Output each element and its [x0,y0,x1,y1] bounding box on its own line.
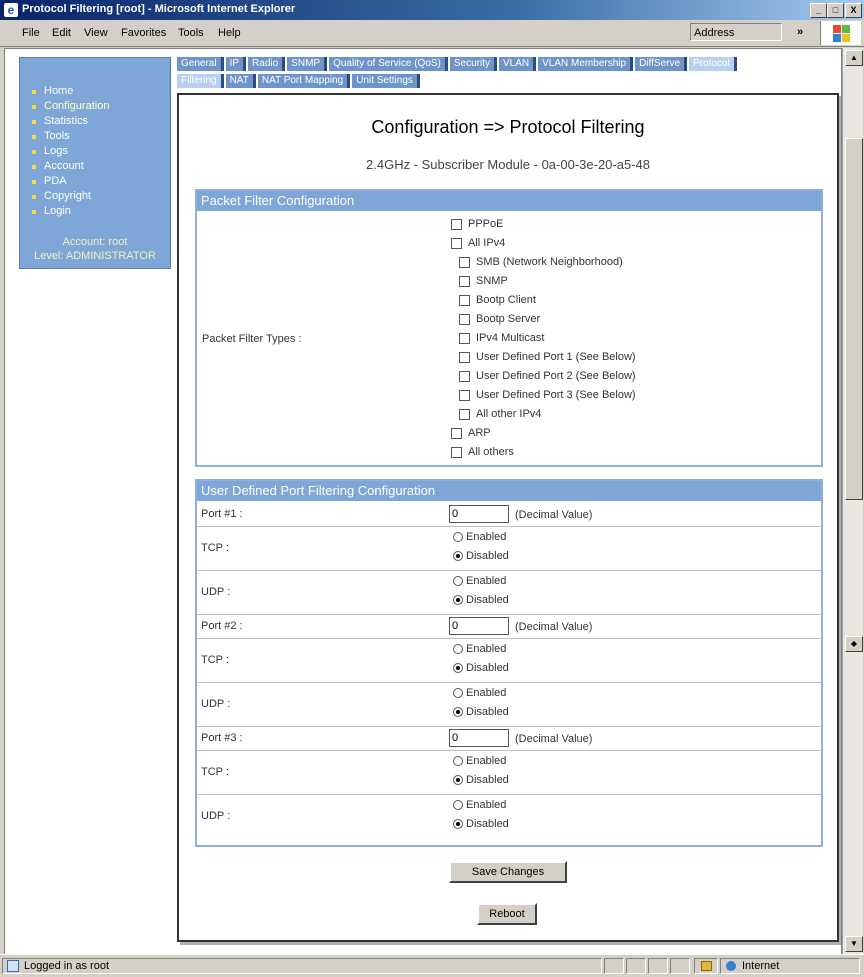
close-button[interactable]: X [845,3,862,18]
tcp-label: TCP : [201,654,229,666]
window-title: Protocol Filtering [root] - Microsoft Internet Explorer [22,3,296,15]
maximize-button[interactable]: □ [827,3,844,18]
account-level: Level: ADMINISTRATOR [34,250,156,262]
filter-option[interactable] [451,444,514,463]
tab-general[interactable]: General [177,57,224,71]
decimal-hint: (Decimal Value) [515,733,593,745]
filter-option[interactable] [459,254,623,273]
nav-tools[interactable]: Tools [44,129,109,144]
nav-logs[interactable]: Logs [44,144,109,159]
port-row [197,727,821,751]
checkbox[interactable] [459,371,470,382]
tcp-disabled-radio[interactable]: Disabled [453,774,509,786]
page-title: Configuration => Protocol Filtering [371,117,645,137]
page-viewport [4,48,842,956]
filter-option-label: User Defined Port 3 (See Below) [476,389,636,401]
port-3-input[interactable] [449,729,509,747]
checkbox[interactable] [459,390,470,401]
user-defined-header: User Defined Port Filtering Configuration [197,481,821,501]
scroll-thumb[interactable] [845,138,863,500]
status-pane [648,958,668,974]
account-info [20,235,170,263]
filter-option-label: All other IPv4 [476,408,542,420]
nav-login[interactable]: Login [44,204,109,219]
filter-option-label: IPv4 Multicast [476,332,545,344]
filter-option-label: ARP [468,427,491,439]
save-changes-button[interactable]: Save Changes [449,861,567,883]
filter-option[interactable] [459,387,636,406]
port-label: Port #3 : [201,732,243,744]
menu-help[interactable]: Help [218,27,241,39]
tcp-row [197,639,821,683]
globe-icon [726,961,736,971]
scroll-up-icon[interactable]: ▲ [845,50,863,66]
checkbox[interactable] [459,276,470,287]
tcp-disabled-radio[interactable]: Disabled [453,662,509,674]
tab-security[interactable]: Security [450,57,497,71]
nav-home[interactable]: Home [44,84,109,99]
filter-option[interactable] [451,235,505,254]
filter-option-label: SNMP [476,275,508,287]
decimal-hint: (Decimal Value) [515,621,593,633]
udp-enabled-radio[interactable]: Enabled [453,687,506,699]
filter-option-label: Bootp Server [476,313,541,325]
tab-unit-settings[interactable]: Unit Settings [352,74,420,88]
filter-option-label: User Defined Port 1 (See Below) [476,351,636,363]
udp-disabled-radio[interactable]: Disabled [453,594,509,606]
tcp-enabled-radio[interactable]: Enabled [453,643,506,655]
menu-favorites[interactable]: Favorites [121,27,167,39]
left-nav [19,57,171,269]
filter-option-label: PPPoE [468,218,504,230]
udp-label: UDP : [201,810,231,822]
filter-option[interactable] [459,330,544,349]
udp-enabled-radio[interactable]: Enabled [453,575,506,587]
filter-option-label: All others [468,446,514,458]
filter-option[interactable] [459,349,636,368]
ie-icon: e [4,3,18,17]
nav-copyright[interactable]: Copyright [44,189,109,204]
filter-option[interactable] [459,292,536,311]
zone-text: Internet [742,960,780,972]
filter-option[interactable] [459,406,541,425]
checkbox[interactable] [459,333,470,344]
title-bar [0,0,864,20]
decimal-hint: (Decimal Value) [515,509,593,521]
port-label: Port #1 : [201,508,243,520]
filter-option[interactable] [451,216,503,235]
port-2-input[interactable] [449,617,509,635]
udp-enabled-radio[interactable]: Enabled [453,799,506,811]
tcp-enabled-radio[interactable]: Enabled [453,531,506,543]
filter-option[interactable] [451,425,491,444]
status-pane [604,958,624,974]
tcp-enabled-radio[interactable]: Enabled [453,755,506,767]
account-name: Account: root [62,236,128,248]
tcp-label: TCP : [201,542,229,554]
menu-bar [0,20,864,47]
port-label: Port #2 : [201,620,243,632]
tcp-label: TCP : [201,766,229,778]
filter-option[interactable] [459,311,540,330]
menu-view[interactable]: View [84,27,108,39]
nav-configuration[interactable]: Configuration [44,100,110,112]
address-bar-label[interactable]: Address [690,23,782,41]
nav-pda[interactable]: PDA [44,174,109,189]
tab-protocol[interactable]: Protocol [689,57,737,71]
filter-option-label: User Defined Port 2 (See Below) [476,370,636,382]
checkbox[interactable] [459,352,470,363]
windows-logo-icon [820,21,861,45]
page-icon [7,960,19,972]
udp-row [197,795,821,839]
scroll-mid-icon[interactable]: ◆ [845,636,863,652]
nav-statistics[interactable]: Statistics [44,114,109,129]
tcp-disabled-radio[interactable]: Disabled [453,550,509,562]
reboot-button[interactable]: Reboot [477,903,537,925]
nav-account[interactable]: Account [44,159,109,174]
checkbox[interactable] [451,428,462,439]
tab-nat-port-mapping[interactable]: NAT Port Mapping [258,74,350,88]
packet-filter-header: Packet Filter Configuration [197,191,821,211]
status-text: Logged in as root [24,960,110,972]
filter-option-label: Bootp Client [476,294,536,306]
toolbar-chevron-icon[interactable]: » [797,26,804,38]
vertical-scrollbar[interactable] [842,48,863,954]
filter-option-label: All IPv4 [468,237,506,249]
filter-option[interactable] [459,273,508,292]
checkbox[interactable] [459,295,470,306]
tcp-row [197,751,821,795]
checkbox[interactable] [451,238,462,249]
tab-snmp[interactable]: SNMP [287,57,327,71]
user-defined-section [195,479,823,847]
scroll-down-icon[interactable]: ▼ [845,936,863,952]
main-panel [177,93,839,942]
udp-row [197,571,821,615]
tab-diffserve[interactable]: DiffServe [635,57,687,71]
port-1-input[interactable] [449,505,509,523]
tab-radio[interactable]: Radio [248,57,285,71]
tab-ip[interactable]: IP [226,57,246,71]
page-subtitle: 2.4GHz - Subscriber Module - 0a-00-3e-20-a5-48 [366,157,650,172]
udp-disabled-radio[interactable]: Disabled [453,706,509,718]
tcp-row [197,527,821,571]
config-tabs [177,57,827,91]
checkbox[interactable] [459,257,470,268]
port-row [197,503,821,527]
lock-icon [701,961,712,971]
status-pane [670,958,690,974]
tab-filtering[interactable]: Filtering [177,74,224,88]
checkbox[interactable] [451,219,462,230]
tab-vlan-membership[interactable]: VLAN Membership [538,57,633,71]
port-row [197,615,821,639]
packet-filter-section [195,189,823,467]
filter-option[interactable] [459,368,636,387]
status-pane [626,958,646,974]
zone-pane [720,958,860,974]
udp-label: UDP : [201,586,231,598]
filter-option-label: SMB (Network Neighborhood) [476,256,623,268]
tab-qos[interactable]: Quality of Service (QoS) [329,57,448,71]
udp-disabled-radio[interactable]: Disabled [453,818,509,830]
udp-label: UDP : [201,698,231,710]
menu-tools[interactable]: Tools [178,27,204,39]
udp-row [197,683,821,727]
minimize-button[interactable]: _ [810,3,827,18]
packet-filter-types-label: Packet Filter Types : [202,333,302,345]
checkbox[interactable] [459,409,470,420]
checkbox[interactable] [459,314,470,325]
tab-nat[interactable]: NAT [226,74,256,88]
status-bar [0,954,864,977]
menu-file[interactable]: File [22,27,40,39]
checkbox[interactable] [451,447,462,458]
tab-vlan[interactable]: VLAN [499,57,536,71]
menu-edit[interactable]: Edit [52,27,71,39]
